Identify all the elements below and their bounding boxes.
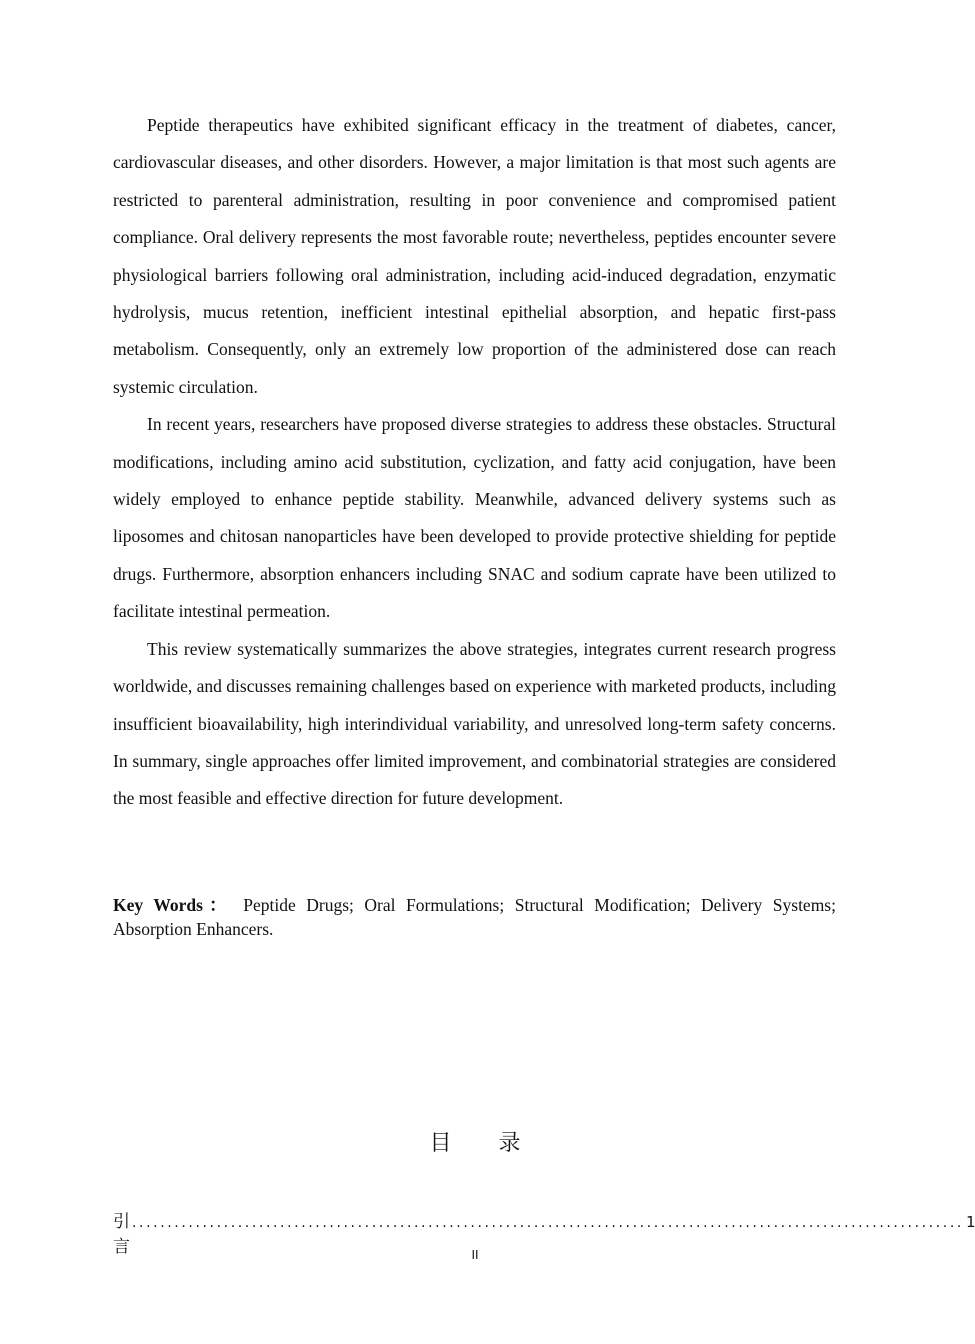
abstract-body (113, 107, 836, 939)
toc-entry-page: 1 (965, 1213, 975, 1231)
toc-leader-dots: ...................................................................................................................... (132, 1215, 964, 1231)
abstract-paragraph-2: In recent years, researchers have proposed diverse strategies to address these obstacles. Structural modifications, including amino acid substitution, cyclization, and fatty acid conjugation, have been widely employed to enhance peptide stability. Meanwhile, advanced delivery systems such as liposomes and chitosan nanoparticles have been developed to provide protective shielding for peptide drugs. Furthermore, absorption enhancers including SNAC and sodium caprate have been utilized to facilitate intestinal permeation. (113, 414, 836, 622)
keywords-label: Key Words： (113, 895, 233, 915)
toc-entry-label: 引言 (113, 1212, 130, 1257)
abstract-paragraph-3: This review systematically summarizes the above strategies, integrates current research progress worldwide, and discusses remaining challenges based on experience with marketed products, including insufficient bioavailability, high interindividual variability, and unresolved long-term safety concerns. In summary, single approaches offer limited improvement, and combinatorial strategies are considered the most feasible and effective direction for future development. (113, 638, 836, 809)
toc-title: 目 录 (429, 1131, 541, 1156)
keywords-text: Peptide Drugs; Oral Formulations; Structural Modification; Delivery Systems; Absorption Enhancers. (113, 895, 836, 939)
abstract-paragraph-1: Peptide therapeutics have exhibited significant efficacy in the treatment of diabetes, cancer, cardiovascular diseases, and other disorders. However, a major limitation is that most such agents are restricted to parenteral administration, resulting in poor convenience and compromised patient compliance. Oral delivery represents the most favorable route; nevertheless, peptides encounter severe physiological barriers following oral administration, including acid-induced degradation, enzymatic hydrolysis, mucus retention, inefficient intestinal epithelial absorption, and hepatic first-pass metabolism. Consequently, only an extremely low proportion of the administered dose can reach systemic circulation. (113, 115, 836, 397)
page-number: II (471, 1248, 479, 1262)
keywords-line (113, 893, 836, 941)
